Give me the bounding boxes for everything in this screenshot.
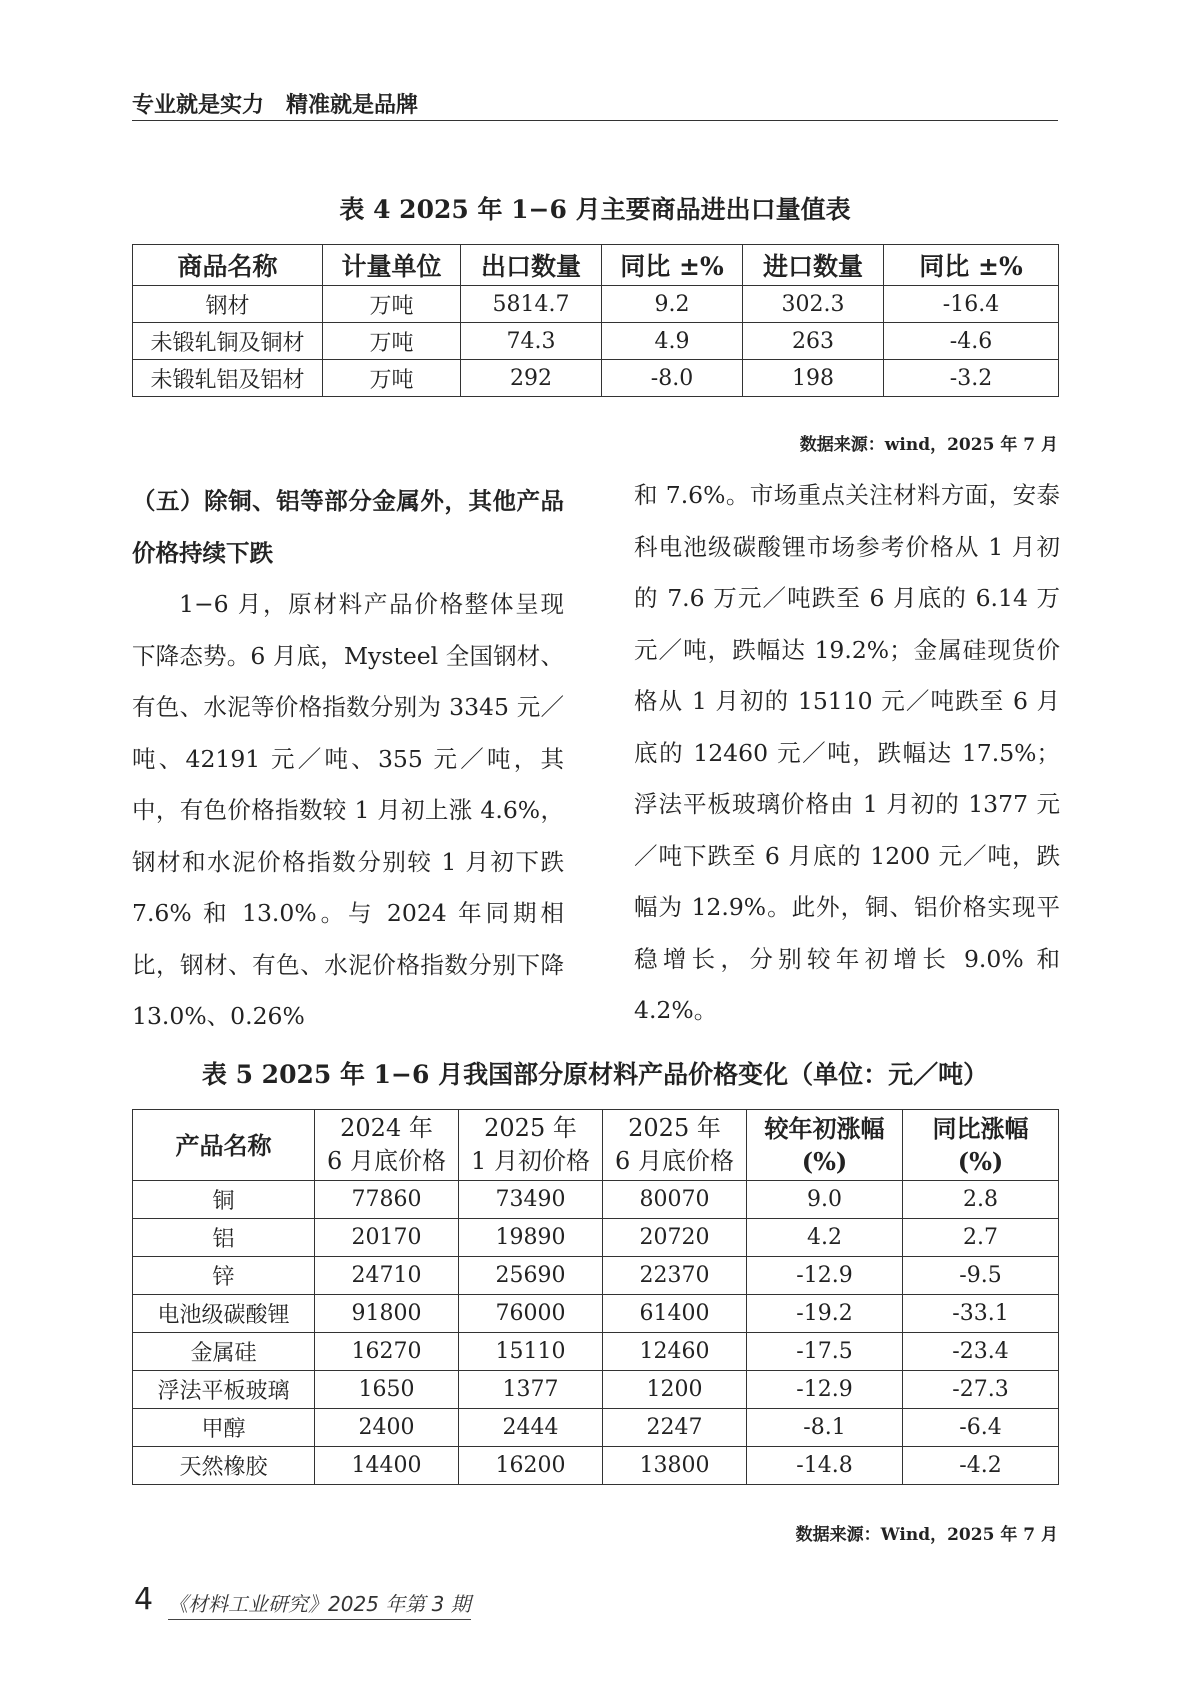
table-cell: -14.8 [747,1447,903,1485]
header-line: (%) [801,1147,848,1176]
table-cell: -3.2 [884,360,1059,397]
table-cell: -33.1 [903,1295,1059,1333]
table4-header-cell: 商品名称 [133,245,323,286]
table4-source: 数据来源：wind，2025 年 7 月 [799,435,1058,455]
table-cell: 2.8 [903,1181,1059,1219]
journal-title: 《材料工业研究》2025 年第 3 期 [168,1588,471,1620]
table-cell: 铜 [133,1181,315,1219]
section-paragraph-left: 1−6 月，原材料产品价格整体呈现下降态势。6 月底，Mysteel 全国钢材、有色、水泥等价格指数分别为 3345 元／吨、42191 元／吨、355 元／吨，其中，有色价格指数较 1 月初上涨 4.6%，钢材和水泥价格指数分别较 1 月初下跌 7.6% 和 13.0%。与 2024 年同期相比，钢材、有色、水泥价格指数分别下降 13.0%、0.26% [132,590,564,1030]
table-cell: -4.6 [884,323,1059,360]
table5-header-cell [315,1110,459,1181]
table-cell: -16.4 [884,286,1059,323]
table5-header-row [133,1110,1059,1181]
table-row [133,1409,1059,1447]
table-row [133,1257,1059,1295]
table-cell: 77860 [315,1181,459,1219]
table-cell: 电池级碳酸锂 [133,1295,315,1333]
table-cell: 天然橡胶 [133,1447,315,1485]
table-cell: 钢材 [133,286,323,323]
table-cell: -6.4 [903,1409,1059,1447]
table4-header-cell: 同比 ±% [602,245,743,286]
table4-body [133,286,1059,397]
table-cell: 5814.7 [461,286,602,323]
table-cell: 22370 [603,1257,747,1295]
table-row [133,1447,1059,1485]
table-cell: 302.3 [743,286,884,323]
header-line: 6 月底价格 [615,1147,734,1175]
table-cell: 2247 [603,1409,747,1447]
table-cell: 1200 [603,1371,747,1409]
table-cell: 74.3 [461,323,602,360]
table-cell: 万吨 [323,286,461,323]
table4-header-cell: 同比 ±% [884,245,1059,286]
table-cell: -8.1 [747,1409,903,1447]
table-cell: 4.2 [747,1219,903,1257]
table-row [133,1371,1059,1409]
table-cell: 198 [743,360,884,397]
table-cell: 80070 [603,1181,747,1219]
header-line: 2024 年 [340,1114,433,1142]
header-line: 较年初涨幅 [764,1114,885,1143]
table-cell: 2.7 [903,1219,1059,1257]
table-cell: 76000 [459,1295,603,1333]
header-line: 2025 年 [484,1114,577,1142]
table4-header-row [133,245,1059,286]
table-cell: 万吨 [323,323,461,360]
table-row [133,360,1059,397]
table5-header-cell [603,1110,747,1181]
table-cell: 61400 [603,1295,747,1333]
table-cell: 1650 [315,1371,459,1409]
table-row [133,323,1059,360]
page-header [132,88,1058,121]
table-cell: 万吨 [323,360,461,397]
price-change-table [132,1109,1059,1485]
table-cell: 16270 [315,1333,459,1371]
table-cell: 24710 [315,1257,459,1295]
table-cell: -17.5 [747,1333,903,1371]
table-row [133,1219,1059,1257]
table-cell: -4.2 [903,1447,1059,1485]
header-line: 2025 年 [628,1114,721,1142]
table4-caption: 表 4 2025 年 1−6 月主要商品进出口量值表 [339,195,851,224]
table-cell: 1377 [459,1371,603,1409]
table-cell: 金属硅 [133,1333,315,1371]
table5-caption: 表 5 2025 年 1−6 月我国部分原材料产品价格变化（单位：元／吨） [201,1060,989,1089]
table-cell: 9.2 [602,286,743,323]
table-cell: 4.9 [602,323,743,360]
section-paragraph-right: 和 7.6%。市场重点关注材料方面，安泰科电池级碳酸锂市场参考价格从 1 月初的 7.6 万元／吨跌至 6 月底的 6.14 万元／吨，跌幅达 19.2%；金属硅现货价格从 1 月初的 15110 元／吨跌至 6 月底的 12460 元／吨，跌幅达 17.5%；浮法平板玻璃价格由 1 月初的 1377 元／吨下跌至 6 月底的 1200 元／吨，跌幅为 12.9%。此外，铜、铝价格实现平稳增长，分别较年初增长 9.0% 和 4.2%。 [634,481,1060,1024]
table5-body [133,1181,1059,1485]
table-row [133,1181,1059,1219]
table-cell: 19890 [459,1219,603,1257]
table5-header-cell [747,1110,903,1181]
table-cell: 2444 [459,1409,603,1447]
table-cell: 292 [461,360,602,397]
table-row [133,286,1059,323]
table-cell: -27.3 [903,1371,1059,1409]
table4-header-cell: 计量单位 [323,245,461,286]
section-title: （五）除铜、铝等部分金属外，其他产品价格持续下跌 [132,487,564,567]
table-cell: 25690 [459,1257,603,1295]
table4-header-cell: 出口数量 [461,245,602,286]
table-cell: 铝 [133,1219,315,1257]
table-cell: 12460 [603,1333,747,1371]
table-cell: 73490 [459,1181,603,1219]
table-cell: -12.9 [747,1371,903,1409]
table-cell: 16200 [459,1447,603,1485]
table-cell: 13800 [603,1447,747,1485]
table4-header-cell: 进口数量 [743,245,884,286]
table-cell: 20170 [315,1219,459,1257]
table-cell: 甲醇 [133,1409,315,1447]
table5-header-cell [903,1110,1059,1181]
table-cell: -19.2 [747,1295,903,1333]
header-line: 1 月初价格 [471,1147,590,1175]
header-line: 6 月底价格 [327,1147,446,1175]
table-cell: 浮法平板玻璃 [133,1371,315,1409]
table-cell: 2400 [315,1409,459,1447]
table-cell: -8.0 [602,360,743,397]
text-column-left [132,476,564,1043]
table-cell: 未锻轧铝及铝材 [133,360,323,397]
header-line: 同比涨幅 [932,1114,1029,1143]
trade-volume-table [132,244,1059,397]
table-cell: 未锻轧铜及铜材 [133,323,323,360]
table-cell: 91800 [315,1295,459,1333]
table-cell: 263 [743,323,884,360]
table-row [133,1295,1059,1333]
header-line: 产品名称 [175,1130,272,1160]
header-line: (%) [957,1147,1004,1176]
table-cell: 14400 [315,1447,459,1485]
table5-source: 数据来源：Wind，2025 年 7 月 [795,1525,1058,1545]
table-row [133,1333,1059,1371]
header-slogan: 专业就是实力 精准就是品牌 [132,93,419,118]
table5-header-cell [133,1110,315,1181]
table-cell: -23.4 [903,1333,1059,1371]
table-cell: -9.5 [903,1257,1059,1295]
table-cell: 锌 [133,1257,315,1295]
table-cell: 20720 [603,1219,747,1257]
table-cell: -12.9 [747,1257,903,1295]
table-cell: 15110 [459,1333,603,1371]
table-cell: 9.0 [747,1181,903,1219]
text-column-right [634,470,1060,1037]
table5-header-cell [459,1110,603,1181]
page-number: 4 [134,1582,154,1617]
